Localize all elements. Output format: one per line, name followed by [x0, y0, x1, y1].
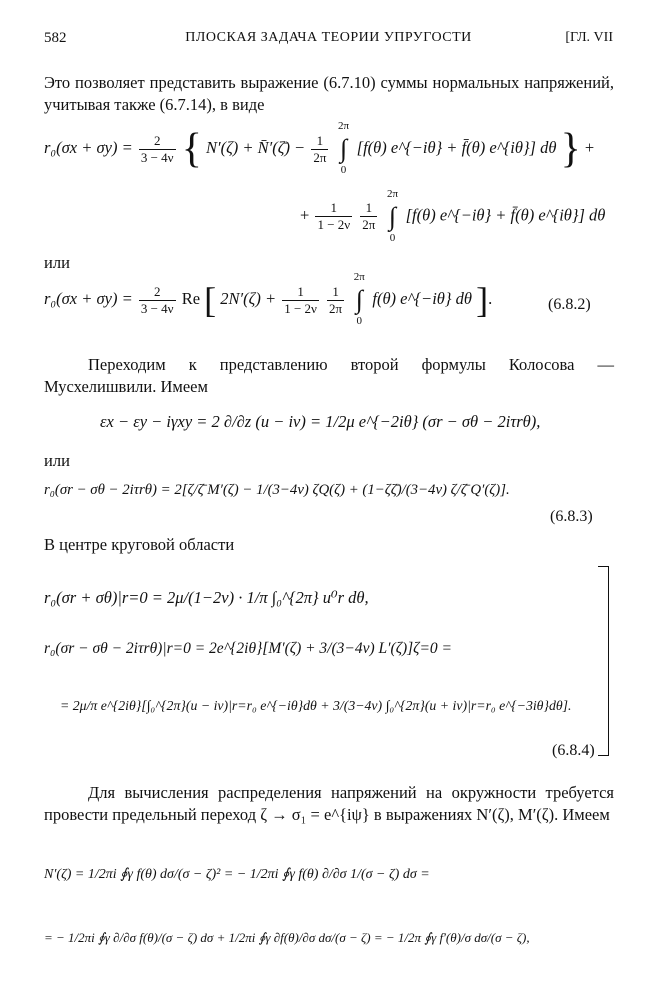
- eq1-body: N′(ζ) + N̄′(ζ̄) −: [205, 137, 310, 157]
- equation-number-6-8-2: (6.8.2): [548, 296, 591, 313]
- integral-sign: 2π ∫ 0: [353, 271, 365, 327]
- chapter-label: [ГЛ. VII: [565, 30, 613, 45]
- fraction-1-over-2pi: $\frac{1}{2\pi}$: [313, 132, 327, 165]
- system-brace: [598, 566, 609, 756]
- equation-1: r₀(σx + σy) = $\frac{2}{3 - 4\nu}$ { N′(ζ) + N̄′(ζ̄) − $\frac{1}{2\pi}$ 2π ∫ 0 [f(θ) e^{−iθ} + f̄(θ) e^{iθ}] dθ } +: [44, 120, 595, 176]
- paragraph-1: Это позволяет представить выражение (6.7.10) суммы нормальных напряжений, учитывая также (6.7.14), в виде: [44, 73, 614, 114]
- equation-6-8-3: r₀(σr − σθ − 2iτrθ) = 2[ζ/ζ̄ M′(ζ) − 1/(3−4ν) ζQ(ζ) + (1−ζζ̄)/(3−4ν) ζ/ζ̄ Q′(ζ)].: [44, 482, 510, 498]
- equation-center-diff-continued: = 2μ/π e^{2iθ}[∫₀^{2π}(u − iv)|r=r₀ e^{−iθ}dθ + 3/(3−4ν) ∫₀^{2π}(u + iv)|r=r₀ e^{−3iθ}dθ].: [60, 698, 572, 713]
- equation-strain: εx − εy − iγxy = 2 ∂/∂z (u − iv) = 1/2μ e^{−2iθ} (σr − σθ − 2iτrθ),: [100, 412, 541, 431]
- paragraph-3: В центре круговой области: [44, 535, 235, 554]
- paragraph-2: Переходим к представлению второй формулы Колосова — Мусхелишвили. Имеем: [44, 355, 614, 396]
- equation-1-continued: + $\frac{1}{1 - 2\nu}$ $\frac{1}{2\pi}$ 2π ∫ 0 [f(θ) e^{−iθ} + f̄(θ) e^{iθ}] dθ: [300, 187, 606, 244]
- fraction-2-over-3-4v: $\frac{2}{3 - 4\nu}$: [140, 283, 174, 316]
- equation-center-diff: r₀(σr − σθ − 2iτrθ)|r=0 = 2e^{2iθ}[M′(ζ) + 3/(3−4ν) L′(ζ)]ζ=0 =: [44, 640, 452, 657]
- fraction-1-over-2pi: $\frac{1}{2\pi}$: [362, 200, 376, 232]
- running-title: ПЛОСКАЯ ЗАДАЧА ТЕОРИИ УПРУГОСТИ: [185, 30, 472, 45]
- eq1-lhs: r₀(σx + σy) =: [44, 137, 133, 157]
- equation-number-6-8-3: (6.8.3): [550, 508, 593, 525]
- integral-sign: 2π ∫ 0: [386, 187, 399, 244]
- fraction-2-over-3-4v: $\frac{2}{3 - 4\nu}$: [140, 132, 174, 165]
- fraction-1-over-1-2v: $\frac{1}{1 - 2\nu}$: [284, 283, 317, 316]
- equation-6-8-2: r₀(σx + σy) = $\frac{2}{3 - 4\nu}$ Re [ 2N′(ζ) + $\frac{1}{1 - 2\nu}$ $\frac{1}{2\pi}$ 2π ∫ 0 f(θ) e^{−iθ} dθ ].: [44, 271, 493, 327]
- equation-number-6-8-4: (6.8.4): [552, 742, 595, 759]
- eq1-integrand: [f(θ) e^{−iθ} + f̄(θ) e^{iθ}] dθ: [356, 137, 557, 157]
- word-or-2: или: [44, 451, 70, 470]
- integral-sign: 2π ∫ 0: [338, 120, 350, 176]
- fraction-1-over-1-2v: $\frac{1}{1 - 2\nu}$: [317, 200, 351, 232]
- page-number: 582: [44, 30, 67, 46]
- equation-center-sum: r₀(σr + σθ)|r=0 = 2μ/(1−2ν) · 1/π ∫₀^{2π} u⁰r dθ,: [44, 588, 369, 607]
- paragraph-4: Для вычисления распределения напряжений на окружности требуется провести предельный переход ζ → σ₁ = e^{iψ} в выражениях N′(ζ), M′(ζ). Имеем: [44, 783, 614, 824]
- eq1b-integrand: [f(θ) e^{−iθ} + f̄(θ) e^{iθ}] dθ: [405, 205, 606, 225]
- fraction-1-over-2pi: $\frac{1}{2\pi}$: [329, 283, 343, 316]
- word-or-1: или: [44, 253, 70, 272]
- equation-N-prime: N′(ζ) = 1/2πi ∮γ f(θ) dσ/(σ − ζ)² = − 1/2πi ∮γ f(θ) ∂/∂σ 1/(σ − ζ) dσ =: [44, 867, 430, 882]
- equation-N-prime-continued: = − 1/2πi ∮γ ∂/∂σ f(θ)/(σ − ζ) dσ + 1/2πi ∮γ ∂f(θ)/∂σ dσ/(σ − ζ) = − 1/2π ∮γ f′(θ)/σ dσ/(σ − ζ),: [44, 930, 530, 945]
